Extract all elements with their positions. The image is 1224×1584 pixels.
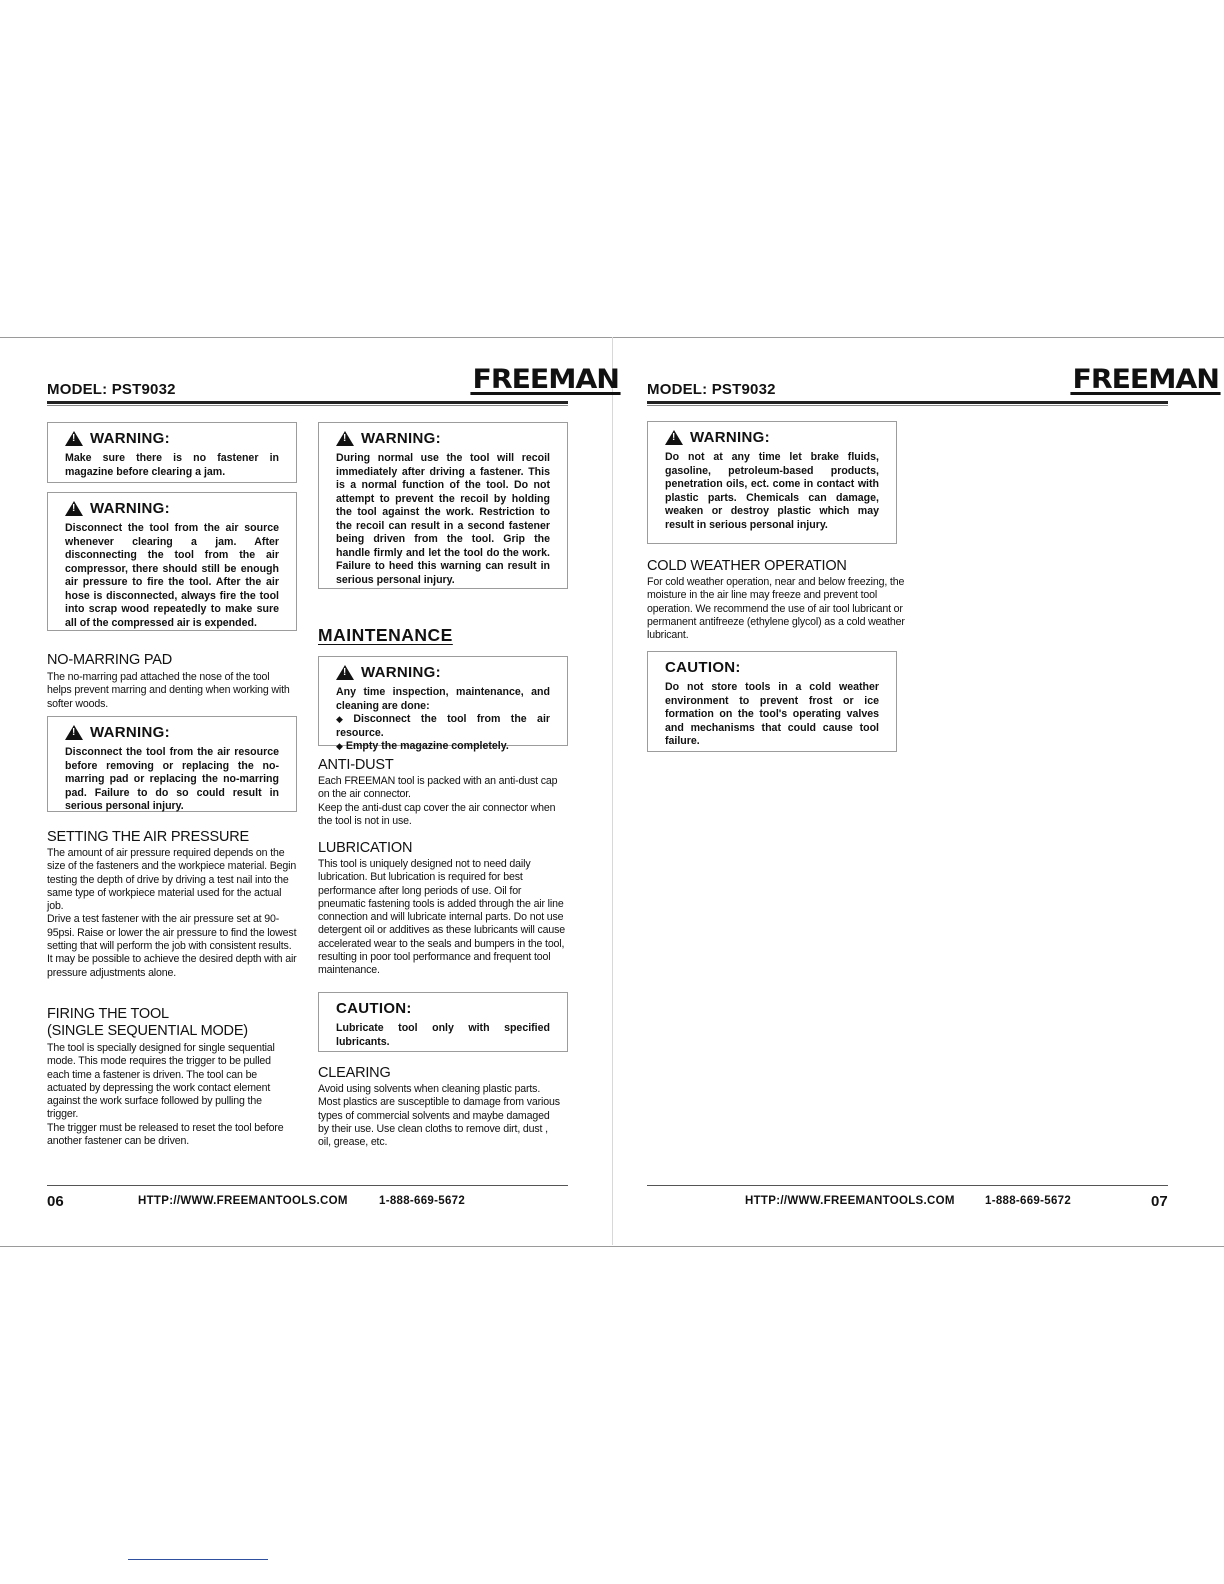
warning-box-chemicals bbox=[647, 421, 897, 544]
warning-text: During normal use the tool will recoil immediately after driving a fastener. This is a normal function of the tool. Do not attempt to prevent the recoil by holding the tool against the work. Restriction to the recoil can result in a second fastener being driven from the tool. Grip the handle firmly and let the tool do the work. Failure to heed this warning can result in serious personal injury. bbox=[336, 452, 550, 586]
caution-box-cold-storage bbox=[647, 651, 897, 752]
maintenance-bullet: ◆ Disconnect the tool from the air resource. bbox=[336, 713, 550, 740]
firing-title-line: FIRING THE TOOL bbox=[47, 1006, 169, 1022]
air-pressure-paragraph: It may be possible to achieve the desired depth with air pressure adjustments alone. bbox=[47, 953, 297, 979]
warning-text: Make sure there is no fastener in magazine before clearing a jam. bbox=[65, 452, 279, 478]
section-title-cold-weather: COLD WEATHER OPERATION bbox=[647, 558, 847, 574]
header-rule-left bbox=[47, 401, 568, 404]
warning-heading: WARNING: bbox=[361, 430, 441, 447]
model-label-right: MODEL: PST9032 bbox=[647, 381, 776, 398]
anti-dust-text bbox=[318, 775, 563, 828]
cold-weather-text: For cold weather operation, near and below freezing, the moisture in the air line may freeze and prevent tool operation. We recommend the use of air tool lubricant or permanent antifreeze (ethylene glycol) as a cold weather lubricant. bbox=[647, 576, 905, 642]
caution-heading: CAUTION: bbox=[336, 1000, 412, 1017]
warning-triangle-icon bbox=[65, 501, 83, 516]
firing-paragraph: The tool is specially designed for single sequential mode. This mode requires the trigger to be pulled each time a fastener is driven. The tool can be actuated by depressing the work contact element against the work surface followed by pulling the trigger. bbox=[47, 1042, 275, 1121]
section-title-anti-dust: ANTI-DUST bbox=[318, 757, 394, 773]
air-pressure-text bbox=[47, 847, 297, 980]
maintenance-intro: Any time inspection, maintenance, and cleaning are done: bbox=[336, 686, 550, 712]
caution-text: Do not store tools in a cold weather environment to prevent frost or ice formation on the tool's operating valves and mechanisms that could cause tool failure. bbox=[665, 681, 879, 747]
section-title-lubrication: LUBRICATION bbox=[318, 840, 413, 856]
footer-phone-right: 1-888-669-5672 bbox=[985, 1195, 1072, 1207]
warning-box-maintenance bbox=[318, 656, 568, 752]
header-rule-right bbox=[647, 401, 1168, 404]
warning-heading: WARNING: bbox=[90, 430, 170, 447]
warning-box-no-marring bbox=[47, 716, 297, 812]
footer-url-right: HTTP://WWW.FREEMANTOOLS.COM bbox=[745, 1195, 955, 1207]
footer-url-left: HTTP://WWW.FREEMANTOOLS.COM bbox=[138, 1195, 348, 1207]
page-number-right: 07 bbox=[1151, 1193, 1168, 1210]
no-marring-text: The no-marring pad attached the nose of the tool helps prevent marring and denting when working with softer woods. bbox=[47, 671, 290, 710]
warning-triangle-icon bbox=[336, 431, 354, 446]
warning-heading: WARNING: bbox=[90, 500, 170, 517]
anti-dust-paragraph: Keep the anti-dust cap cover the air connector when the tool is not in use. bbox=[318, 801, 556, 827]
warning-heading: WARNING: bbox=[361, 664, 441, 681]
section-title-maintenance: MAINTENANCE bbox=[318, 625, 453, 645]
air-pressure-paragraph: The amount of air pressure required depends on the size of the fasteners and the workpiece material. Begin testing the depth of drive by driving a test nail into the same type of workpiece material used for the actual job. bbox=[47, 847, 297, 913]
caution-box-lubricate bbox=[318, 992, 568, 1052]
warning-text: Disconnect the tool from the air resource before removing or replacing the no-marring pad or replacing the no-marring pad. Failure to do so could result in serious personal injury. bbox=[65, 746, 279, 812]
warning-box-recoil bbox=[318, 422, 568, 589]
warning-heading: WARNING: bbox=[90, 724, 170, 741]
warning-triangle-icon bbox=[65, 725, 83, 740]
model-label-left: MODEL: PST9032 bbox=[47, 381, 176, 398]
page-number-left: 06 bbox=[47, 1193, 64, 1210]
air-pressure-paragraph: Drive a test fastener with the air pressure set at 90-95psi. Raise or lower the air pressure to find the lowest setting that will perform the job with consistent results. bbox=[47, 913, 297, 953]
header-rule-thin-right bbox=[647, 405, 1168, 406]
warning-triangle-icon bbox=[65, 431, 83, 446]
warning-text: Disconnect the tool from the air source whenever clearing a jam. After disconnecting the tool from the air compressor, there should still be enough air pressure to fire the tool. After the air hose is disconnected, always fire the tool into scrap wood repeatedly to make sure all of the compressed air is expended. bbox=[65, 522, 279, 629]
warning-text bbox=[336, 686, 550, 754]
footer-rule-right bbox=[647, 1185, 1168, 1186]
section-title-no-marring: NO-MARRING PAD bbox=[47, 652, 173, 668]
warning-heading: WARNING: bbox=[690, 429, 770, 446]
warning-triangle-icon bbox=[336, 665, 354, 680]
warning-box-jam bbox=[47, 422, 297, 483]
freeman-logo-left: FREEMAN bbox=[470, 368, 621, 395]
anti-dust-paragraph: Each FREEMAN tool is packed with an anti-dust cap on the air connector. bbox=[318, 775, 558, 801]
footer-rule-left bbox=[47, 1185, 568, 1186]
caution-text: Lubricate tool only with specified lubricants. bbox=[336, 1022, 550, 1048]
firing-title-line: (SINGLE SEQUENTIAL MODE) bbox=[47, 1023, 248, 1039]
maintenance-bullet: ◆ Empty the magazine completely. bbox=[336, 740, 550, 754]
section-title-firing bbox=[47, 1006, 248, 1040]
scan-artifact-line bbox=[128, 1559, 268, 1560]
freeman-logo-right: FREEMAN bbox=[1070, 368, 1221, 395]
firing-paragraph: The trigger must be released to reset the tool before another fastener can be driven. bbox=[47, 1121, 284, 1148]
warning-text: Do not at any time let brake fluids, gasoline, petroleum-based products, penetration oils, ect. come in contact with plastic parts. Chemicals can damage, weaken or destroy plastic which may result in serious personal injury. bbox=[665, 451, 879, 531]
page-fold bbox=[612, 337, 613, 1245]
caution-heading: CAUTION: bbox=[665, 659, 741, 676]
warning-box-disconnect bbox=[47, 492, 297, 631]
clearing-text: Avoid using solvents when cleaning plastic parts. Most plastics are susceptible to damage from various types of commercial solvents and maybe damaged by their use. Use clean cloths to remove dirt, dust , oil, grease, etc. bbox=[318, 1083, 560, 1149]
footer-phone-left: 1-888-669-5672 bbox=[379, 1195, 466, 1207]
section-title-air-pressure: SETTING THE AIR PRESSURE bbox=[47, 829, 250, 845]
lubrication-text: This tool is uniquely designed not to need daily lubrication. But lubrication is required for best performance after long periods of use. Oil for pneumatic fastening tools is added through the air line connection and will lubricate internal parts. Do not use detergent oil or additives as these lubricants will cause accelerated wear to the seals and bumpers in the tool, resulting in poor tool performance and frequent tool maintenance. bbox=[318, 858, 566, 977]
warning-triangle-icon bbox=[665, 430, 683, 445]
header-rule-thin-left bbox=[47, 405, 568, 406]
firing-text bbox=[47, 1042, 292, 1148]
section-title-clearing: CLEARING bbox=[318, 1065, 391, 1081]
